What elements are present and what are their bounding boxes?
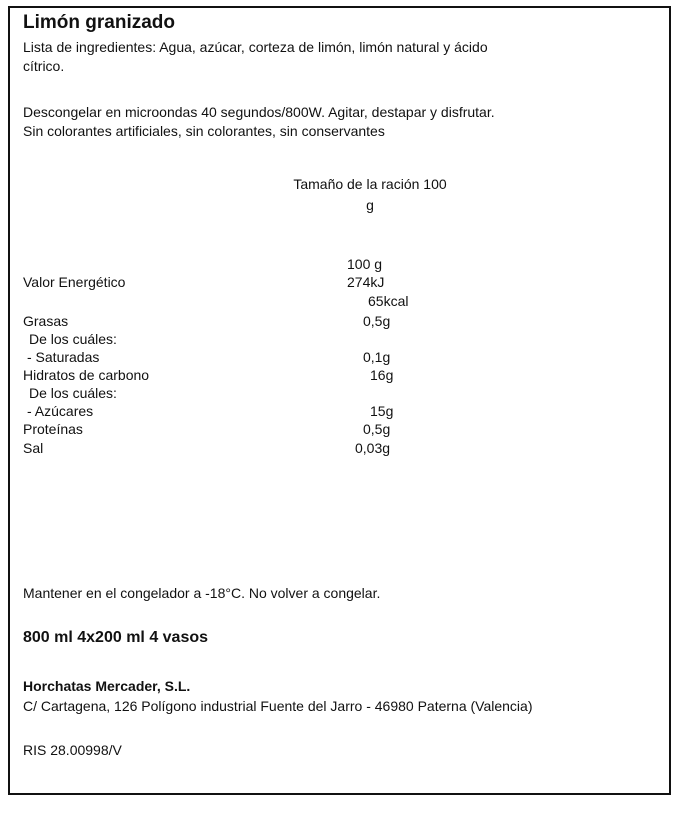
- nutrient-label-protein: Proteínas: [23, 421, 83, 437]
- nutrient-label-of-which-carbs: De los cuáles:: [29, 385, 117, 401]
- energy-kj-value: 274kJ: [347, 274, 385, 290]
- company-name: Horchatas Mercader, S.L.: [23, 678, 191, 694]
- storage-instructions: Mantener en el congelador a -18°C. No volver a congelar.: [23, 585, 381, 601]
- nutrient-value-sugars: 15g: [370, 403, 394, 419]
- nutrition-column-header: 100 g: [347, 256, 383, 272]
- nutrient-label-sugars: - Azúcares: [27, 403, 94, 419]
- nutrient-label-saturated: - Saturadas: [27, 349, 100, 365]
- product-label: [8, 6, 671, 795]
- nutrient-label-of-which-fat: De los cuáles:: [29, 331, 117, 347]
- nutrient-label-carbohydrates: Hidratos de carbono: [23, 367, 150, 383]
- energy-label: Valor Energético: [23, 274, 126, 290]
- nutrient-value-carbohydrates: 16g: [370, 367, 394, 383]
- serving-size-line-1: Tamaño de la ración 100: [293, 176, 447, 192]
- instructions-text: Descongelar en microondas 40 segundos/800W. Agitar, destapar y disfrutar.: [23, 104, 495, 120]
- nutrient-label-salt: Sal: [23, 440, 44, 456]
- claims-text: Sin colorantes artificiales, sin colorantes, sin conservantes: [23, 123, 385, 139]
- nutrient-value-salt: 0,03g: [355, 440, 391, 456]
- nutrient-label-fat: Grasas: [23, 313, 69, 329]
- product-title: Limón granizado: [23, 12, 175, 33]
- registry-number: RIS 28.00998/V: [23, 742, 122, 758]
- serving-size-line-2: g: [366, 197, 374, 213]
- ingredients-line-2: cítrico.: [23, 58, 65, 74]
- ingredients-line-1: Lista de ingredientes: Agua, azúcar, corteza de limón, limón natural y ácido: [23, 39, 488, 55]
- nutrient-value-fat: 0,5g: [363, 313, 391, 329]
- nutrient-value-saturated: 0,1g: [363, 349, 391, 365]
- package-quantity: 800 ml 4x200 ml 4 vasos: [23, 629, 209, 646]
- nutrient-value-protein: 0,5g: [363, 421, 391, 437]
- company-address: C/ Cartagena, 126 Polígono industrial Fuente del Jarro - 46980 Paterna (Valencia): [23, 698, 533, 714]
- energy-kcal-value: 65kcal: [368, 293, 409, 309]
